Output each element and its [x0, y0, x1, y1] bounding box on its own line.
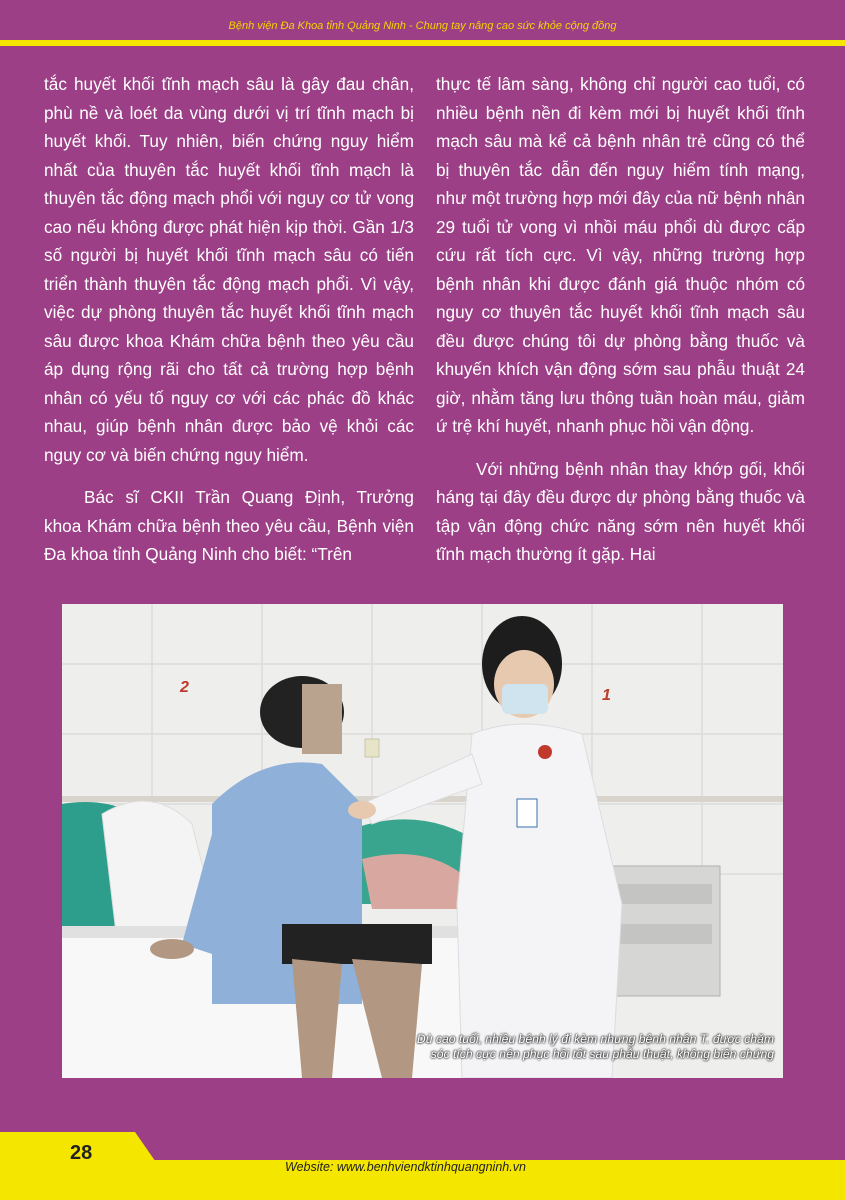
photo-caption	[300, 1032, 774, 1062]
footer-website: Website: www.benhviendktinhquangninh.vn	[285, 1160, 526, 1174]
photo-caption-line: sóc tích cực nên phục hồi tốt sau phẫu thuật, không biến chứng	[430, 1047, 774, 1061]
page-number: 28	[70, 1142, 93, 1164]
article-paragraph: Với những bệnh nhân thay khớp gối, khối háng tại đây đều được dự phòng bằng thuốc và tập vận động chức năng sớm nên huyết khối tĩnh mạch thường ít gặp. Hai	[436, 458, 805, 564]
page-header	[0, 0, 845, 40]
photo-caption-line: Dù cao tuổi, nhiều bệnh lý đi kèm nhưng bệnh nhân T. được chăm	[416, 1032, 774, 1046]
article-column-left	[44, 70, 414, 569]
bed-number-label: 2	[180, 679, 189, 696]
article-paragraph: thực tế lâm sàng, không chỉ người cao tuổi, có nhiều bệnh nền đi kèm mới bị huyết khối tĩnh mạch sâu mà kể cả bệnh nhân trẻ cũng có thể bị thuyên tắc dẫn đến nguy hiểm tính mạng, như một trường hợp mới đây của nữ bệnh nhân 29 tuổi tử vong vì nhồi máu phổi dù được cấp cứu rất tích cực. Vì vậy, những trường hợp bệnh nhân khi được đánh giá thuộc nhóm có nguy cơ thuyên tắc huyết khối tĩnh mạch sâu đều được chúng tôi dự phòng bằng thuốc và khuyến khích vận động sớm sau phẫu thuật 24 giờ, nhằm tăng lưu thông tuần hoàn máu, giảm ứ trệ khí huyết, nhanh phục hồi vận động.	[436, 74, 805, 436]
bed-number-label: 1	[602, 687, 611, 704]
header-title: Bệnh viện Đa Khoa tỉnh Quảng Ninh - Chung tay nâng cao sức khỏe cộng đồng	[228, 20, 617, 32]
article-paragraph: Bác sĩ CKII Trần Quang Định, Trưởng khoa Khám chữa bệnh theo yêu cầu, Bệnh viện Đa khoa tỉnh Quảng Ninh cho biết: “Trên	[44, 487, 414, 564]
article-photo	[62, 604, 783, 1078]
header-rule	[0, 40, 845, 46]
hospital-room-illustration	[62, 604, 783, 1078]
article-column-right	[436, 70, 805, 569]
article-paragraph: tắc huyết khối tĩnh mạch sâu là gây đau chân, phù nề và loét da vùng dưới vị trí tĩnh mạch bị huyết khối. Tuy nhiên, biến chứng nguy hiểm nhất của thuyên tắc huyết khối tĩnh mạch là thuyên tắc động mạch phổi với nguy cơ tử vong cao nếu không được phát hiện kịp thời. Gần 1/3 số người bị huyết khối tĩnh mạch sâu có tiến triển thành thuyên tắc động mạch phổi. Vì vậy, việc dự phòng thuyên tắc huyết khối tĩnh mạch sâu được khoa Khám chữa bệnh theo yêu cầu áp dụng rộng rãi cho tất cả trường hợp bệnh nhân có yếu tố nguy cơ với các phác đồ khác nhau, giúp bệnh nhân được bảo vệ khỏi các nguy cơ và biến chứng nguy hiểm.	[44, 74, 414, 465]
